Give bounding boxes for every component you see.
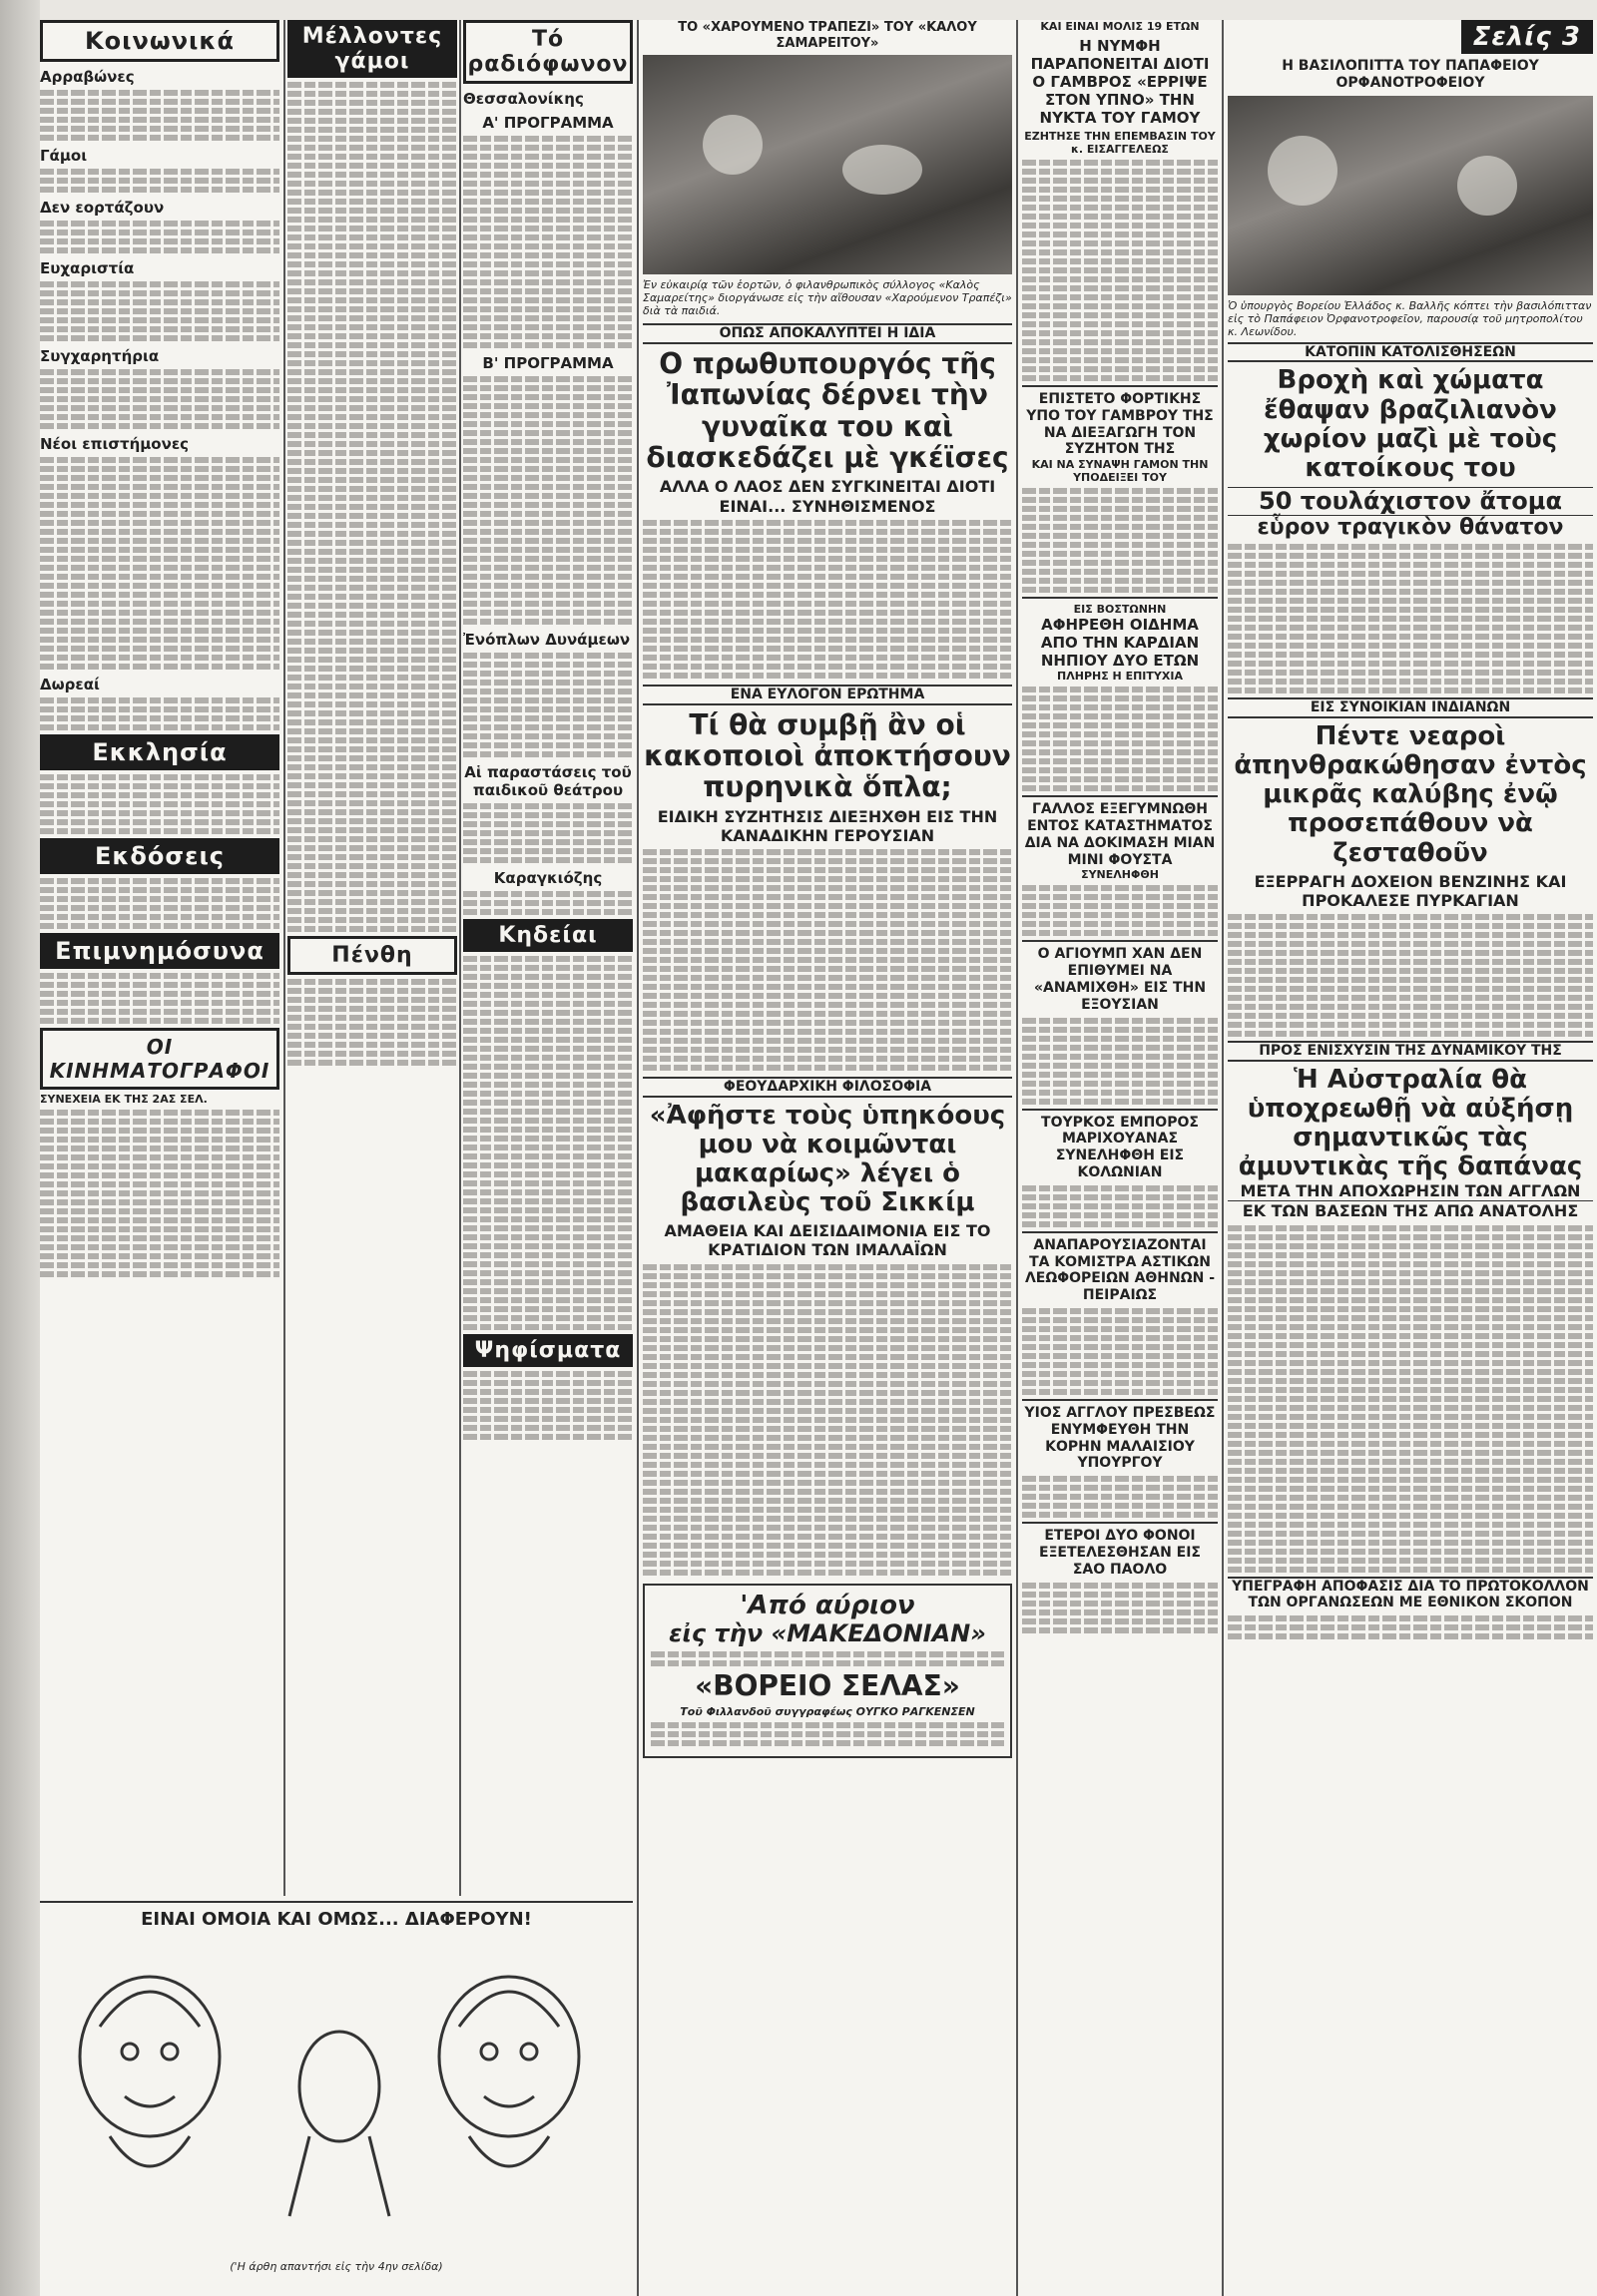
india-headline: Πέντε νεαροὶ ἀπηνθρακώθησαν ἐντὸς μικρᾶς καλύβης ἐνῷ προσεπάθουν νὰ ζεσταθοῦν — [1234, 721, 1587, 868]
text-block — [463, 891, 633, 915]
japan-kicker: ΟΠΩΣ ΑΠΟΚΑΛΥΠΤΕΙ Η ΙΔΙΑ — [643, 323, 1012, 344]
oidima-headline: ΑΦΗΡΕΘΗ ΟΙΔΗΜΑ ΑΠΟ ΤΗΝ ΚΑΡΔΙΑΝ ΝΗΠΙΟΥ ΔΥΟ ΕΤΩΝ — [1040, 616, 1200, 671]
page-number-tag: Σελίς 3 — [1461, 20, 1593, 54]
siam-headline: «Ἀφῆστε τοὺς ὑπηκόους μου νὰ κοιμῶνται μακαρίως» λέγει ὁ βασιλεὺς τοῦ Σικκίμ — [649, 1100, 1006, 1218]
text-block — [463, 803, 633, 863]
header-future-weddings: Μέλλοντες γάμοι — [287, 20, 457, 78]
subhead-theatre: Αἱ παραστάσεις τοῦ παιδικοῦ θεάτρου — [464, 763, 632, 799]
text-block — [1228, 914, 1593, 1037]
text-block — [463, 956, 633, 1330]
aus-deck-2: ΕΚ ΤΩΝ ΒΑΣΕΩΝ ΤΗΣ ΑΠΩ ΑΝΑΤΟΛΗΣ — [1242, 1201, 1579, 1221]
ad-line-3: «ΒΟΡΕΙΟ ΣΕΛΑΣ» — [695, 1668, 960, 1702]
nuclear-headline: Τί θὰ συμβῇ ἂν οἱ κακοποιοὶ ἀποκτήσουν πυρηνικὰ ὅπλα; — [644, 707, 1011, 804]
text-block — [1022, 687, 1218, 791]
subhead-thanks: Ευχαριστία — [40, 259, 135, 277]
header-publications: Εκδόσεις — [40, 838, 279, 874]
subhead-no-celebration: Δεν εορτάζουν — [40, 199, 165, 217]
subhead-donations: Δωρεαί — [40, 676, 100, 693]
text-block — [40, 90, 279, 141]
column-short-news — [1022, 20, 1218, 2296]
aus-headline: Ἡ Αὐστραλία θὰ ὑποχρεωθῇ νὰ αὐξήσῃ σημαντικῶς τὰς ἀμυντικὰς τῆς δαπάνας — [1238, 1064, 1583, 1182]
subhead-engagements: Αρραβώνες — [40, 68, 135, 86]
cargo-sub: ΚΑΙ ΝΑ ΣΥΝΑΨΗ ΓΑΜΟΝ ΤΗΝ ΥΠΟΔΕΙΞΕΙ ΤΟΥ — [1031, 458, 1209, 485]
ad-line-4: Τοῦ Φιλλανδοῦ συγγραφέως ΟΥΓΚΟ ΡΑΓΚΕΝΣΕΝ — [680, 1705, 975, 1718]
aus-kicker: ΠΡΟΣ ΕΝΙΣΧΥΣΙΝ ΤΗΣ ΔΥΝΑΜΙΚΟΥ ΤΗΣ — [1228, 1041, 1593, 1062]
text-block — [40, 169, 279, 193]
column-radio — [463, 20, 633, 1896]
text-block — [643, 849, 1012, 1071]
cargo-headline: ΕΠΙΣΤΕΤΟ ΦΟΡΤΙΚΗΣ ΥΠΟ ΤΟΥ ΓΑΜΒΡΟΥ ΤΗΣ ΝΑ ΔΙΕΞΑΓΩΓΗ ΤΟΝ ΣΥΖΗΤΟΝ ΤΗΣ — [1022, 385, 1218, 458]
brazil-count: 50 τουλάχιστον ἄτομα — [1228, 487, 1593, 515]
newspaper-page — [40, 20, 1597, 2296]
tourkos-headline: ΤΟΥΡΚΟΣ ΕΜΠΟΡΟΣ ΜΑΡΙΧΟΥΑΝΑΣ ΣΥΝΕΛΗΦΘΗ ΕΙΣ ΚΟΛΩΝΙΑΝ — [1022, 1109, 1218, 1181]
text-block — [40, 369, 279, 429]
bottom-headline: ΥΠΕΓΡΑΦΗ ΑΠΟΦΑΣΙΣ ΔΙΑ ΤΟ ΠΡΩΤΟΚΟΛΛΟΝ ΤΩΝ ΟΡΓΑΝΩΣΕΩΝ ΜΕ ΕΘΝΙΚΟΝ ΣΚΟΠΟΝ — [1228, 1577, 1593, 1612]
japan-deck: ΑΛΛΑ Ο ΛΑΟΣ ΔΕΝ ΣΥΓΚΙΝΕΙΤΑΙ ΔΙΟΤΙ ΕΙΝΑΙ... ΣΥΝΗΘΙΣΜΕΝΟΣ — [659, 477, 996, 516]
gallos-sub: ΣΥΝΕΛΗΦΘΗ — [1081, 868, 1159, 882]
brazil-deck: εὗρον τραγικὸν θάνατον — [1228, 515, 1593, 541]
text-block — [463, 1371, 633, 1440]
text-block — [1022, 1308, 1218, 1395]
text-block — [40, 973, 279, 1024]
column-rule — [637, 20, 639, 2296]
subhead-program-a: Α' ΠΡΟΓΡΑΜΜΑ — [482, 114, 614, 132]
vasilopita-caption: Ὁ ὑπουργὸς Βορείου Ἑλλάδος κ. Βαλλῆς κόπτει τὴν βασιλόπιτταν εἰς τὸ Παπάφειον Ὀρφανοτροφεῖον, παρουσίᾳ τοῦ μητροπολίτου κ. Λεωνίδου. — [1228, 298, 1592, 338]
text-block — [1228, 1615, 1593, 1639]
text-block — [40, 697, 279, 730]
vasilopita-title: Η ΒΑΣΙΛΟΠΙΤΤΑ ΤΟΥ ΠΑΠΑΦΕΙΟΥ ΟΡΦΑΝΟΤΡΟΦΕΙΟΥ — [1282, 58, 1539, 91]
top-note: ΚΑΙ ΕΙΝΑΙ ΜΟΛΙΣ 19 ΕΤΩΝ — [1040, 20, 1200, 33]
cinema-continued: ΣΥΝΕΧΕΙΑ ΕΚ ΤΗΣ 2ΑΣ ΣΕΛ. — [40, 1093, 208, 1106]
photo-vasilopita — [1228, 96, 1593, 295]
india-deck: ΕΞΕΡΡΑΓΗ ΔΟΧΕΙΟΝ ΒΕΝΖΙΝΗΣ ΚΑΙ ΠΡΟΚΑΛΕΣΕ ΠΥΡΚΑΓΙΑΝ — [1254, 871, 1567, 910]
cartoon-caption: ('Η άρθη απαντήσι εἰς τὴν 4ην σελίδα) — [230, 2259, 443, 2273]
gallos-headline: ΓΑΛΛΟΣ ΕΞΕΓΥΜΝΩΘΗ ΕΝΤΟΣ ΚΑΤΑΣΤΗΜΑΤΟΣ ΔΙΑ ΝΑ ΔΟΚΙΜΑΣΗ ΜΙΑΝ ΜΙΝΙ ΦΟΥΣΤΑ — [1022, 795, 1218, 868]
text-block — [40, 457, 279, 670]
text-block — [1228, 544, 1593, 693]
kometa-headline: ΑΝΑΠΑΡΟΥΣΙΑΖΟΝΤΑΙ ΤΑ ΚΟΜΙΣΤΡΑ ΑΣΤΙΚΩΝ ΛΕΩΦΟΡΕΙΩΝ ΑΘΗΝΩΝ - ΠΕΙΡΑΙΩΣ — [1022, 1231, 1218, 1304]
header-radio: Τό ραδιόφωνον — [463, 20, 633, 84]
text-block — [1022, 1583, 1218, 1633]
text-block — [40, 774, 279, 834]
column-rule — [1016, 20, 1018, 2296]
text-block — [643, 520, 1012, 679]
cinema-listings — [40, 1110, 279, 1277]
nuclear-deck: ΕΙΔΙΚΗ ΣΥΖΗΤΗΣΙΣ ΔΙΕΞΗΧΘΗ ΕΙΣ ΤΗΝ ΚΑΝΑΔΙΚΗΝ ΓΕΡΟΥΣΙΑΝ — [657, 806, 998, 845]
brazil-kicker: ΚΑΤΟΠΙΝ ΚΑΤΟΛΙΣΘΗΣΕΩΝ — [1228, 342, 1593, 363]
text-block — [463, 376, 633, 625]
brazil-headline: Βροχὴ καὶ χώματα ἔθαψαν βραζιλιανὸν χωρίον μαζὶ μὲ τοὺς κατοίκους του — [1263, 365, 1558, 483]
text-block — [463, 653, 633, 757]
text-block — [1022, 1185, 1218, 1227]
text-block — [1022, 885, 1218, 936]
subhead-karagiozis: Καραγκιόζης — [493, 869, 603, 887]
text-block — [40, 878, 279, 929]
photo-title: ΤΟ «ΧΑΡΟΥΜΕΝΟ ΤΡΑΠΕΖΙ» ΤΟΥ «ΚΑΛΟΥ ΣΑΜΑΡΕΙΤΟΥ» — [678, 20, 977, 51]
header-anniversary: Επιμνημόσυνα — [40, 933, 279, 969]
header-church: Εκκλησία — [40, 734, 279, 770]
page-binding-edge — [0, 0, 40, 2296]
ad-line-2: εἰς τὴν «ΜΑΚΕΔΟΝΙΑΝ» — [669, 1618, 986, 1647]
text-block — [651, 1651, 1004, 1666]
column-rule — [283, 20, 285, 1896]
yios-headline: ΥΙΟΣ ΑΓΓΛΟΥ ΠΡΕΣΒΕΩΣ ΕΝΥΜΦΕΥΘΗ ΤΗΝ ΚΟΡΗΝ ΜΑΛΑΙΣΙΟΥ ΥΠΟΥΡΓΟΥ — [1022, 1399, 1218, 1472]
nuclear-kicker: ΕΝΑ ΕΥΛΟΓΟΝ ΕΡΩΤΗΜΑ — [643, 685, 1012, 705]
text-block — [1022, 1476, 1218, 1518]
eteroi-headline: ΕΤΕΡΟΙ ΔΥΟ ΦΟΝΟΙ ΕΞΕΤΕΛΕΣΘΗΣΑΝ ΕΙΣ ΣΑΟ ΠΑΟΛΟ — [1022, 1522, 1218, 1578]
cartoon-title: ΕΙΝΑΙ ΟΜΟΙΑ ΚΑΙ ΟΜΩΣ... ΔΙΑΦΕΡΟΥΝ! — [141, 1909, 532, 1930]
text-block — [643, 1264, 1012, 1576]
siam-deck: ΑΜΑΘΕΙΑ ΚΑΙ ΔΕΙΣΙΔΑΙΜΟΝΙΑ ΕΙΣ ΤΟ ΚΡΑΤΙΔΙΟΝ ΤΩΝ ΙΜΑΛΑΪΩΝ — [664, 1221, 991, 1260]
text-block — [287, 979, 457, 1066]
text-block — [651, 1722, 1004, 1746]
india-kicker: ΕΙΣ ΣΥΝΟΙΚΙΑΝ ΙΝΔΙΑΝΩΝ — [1228, 697, 1593, 718]
aus-deck-1: ΜΕΤΑ ΤΗΝ ΑΠΟΧΩΡΗΣΙΝ ΤΩΝ ΑΓΓΛΩΝ — [1228, 1181, 1593, 1201]
text-block — [287, 82, 457, 932]
photo-caption: Ἐν εὐκαιρίᾳ τῶν ἑορτῶν, ὁ φιλανθρωπικὸς σύλλογος «Καλὸς Σαμαρείτης» διοργάνωσε εἰς τὴν αἴθουσαν «Χαρούμενον Τραπέζι» διὰ τὰ παιδιά. — [643, 278, 1012, 318]
header-cinemas: ΟΙ ΚΙΝΗΜΑΤΟΓΡΑΦΟΙ — [40, 1028, 279, 1090]
subhead-congratulations: Συγχαρητήρια — [40, 347, 160, 365]
text-block — [463, 136, 633, 348]
text-block — [40, 221, 279, 253]
oidima-sub: ΠΛΗΡΗΣ Η ΕΠΙΤΥΧΙΑ — [1057, 670, 1183, 684]
column-future-weddings — [287, 20, 457, 1896]
japan-headline: Ο πρωθυπουργός τῆς Ἰαπωνίας δέρνει τὴν γυναῖκα του καὶ διασκεδάζει μὲ γκέϊσες — [646, 346, 1009, 475]
column-rule — [1222, 20, 1224, 2296]
header-social: Κοινωνικά — [40, 20, 279, 62]
bride-sub: ΕΖΗΤΗΣΕ ΤΗΝ ΕΠΕΜΒΑΣΙΝ ΤΟΥ κ. ΕΙΣΑΓΓΕΛΕΩΣ — [1024, 130, 1216, 156]
subhead-new-scientists: Νέοι επιστήμονες — [40, 435, 190, 453]
column-center — [643, 20, 1012, 2296]
subhead-armed-forces: Ἐνόπλων Δυνάμεων — [463, 631, 631, 649]
text-block — [1022, 1018, 1218, 1105]
bride-headline: Η ΝΥΜΦΗ ΠΑΡΑΠΟΝΕΙΤΑΙ ΔΙΟΤΙ Ο ΓΑΜΒΡΟΣ «ΕΡΡΙΨΕ ΣΤΟΝ ΥΠΝΟ» ΤΗΝ ΝΥΚΤΑ ΤΟΥ ΓΑΜΟΥ — [1030, 37, 1210, 127]
text-block — [40, 281, 279, 341]
siam-kicker: ΦΕΟΥΔΑΡΧΙΚΗ ΦΙΛΟΣΟΦΙΑ — [643, 1077, 1012, 1098]
header-resolutions: Ψηφίσματα — [463, 1334, 633, 1367]
column-rule — [459, 20, 461, 1896]
ad-line-1: 'Από αύριον — [740, 1590, 915, 1620]
cartoon-drawing — [40, 1937, 633, 2256]
subhead-program-b: Β' ΠΡΟΓΡΑΜΜΑ — [482, 354, 614, 372]
text-block — [1228, 1225, 1593, 1573]
advertisement-box — [643, 1584, 1012, 1758]
text-block — [1022, 160, 1218, 381]
boston-kicker: ΕΙΣ ΒΟΣΤΩΝΗΝ — [1022, 597, 1218, 616]
header-mourning: Πένθη — [287, 936, 457, 975]
header-deaths: Κηδείαι — [463, 919, 633, 952]
cartoon-panel — [40, 1901, 633, 2296]
subhead-thessaloniki: Θεσσαλονίκης — [463, 90, 584, 108]
column-right — [1228, 20, 1593, 2296]
photo-samaritan — [643, 55, 1012, 274]
text-block — [1022, 488, 1218, 593]
agoum-headline: Ο ΑΓΙΟΥΜΠ ΧΑΝ ΔΕΝ ΕΠΙΘΥΜΕΙ ΝΑ «ΑΝΑΜΙΧΘΗ» ΕΙΣ ΤΗΝ ΕΞΟΥΣΙΑΝ — [1022, 940, 1218, 1013]
subhead-weddings: Γάμοι — [40, 147, 88, 165]
